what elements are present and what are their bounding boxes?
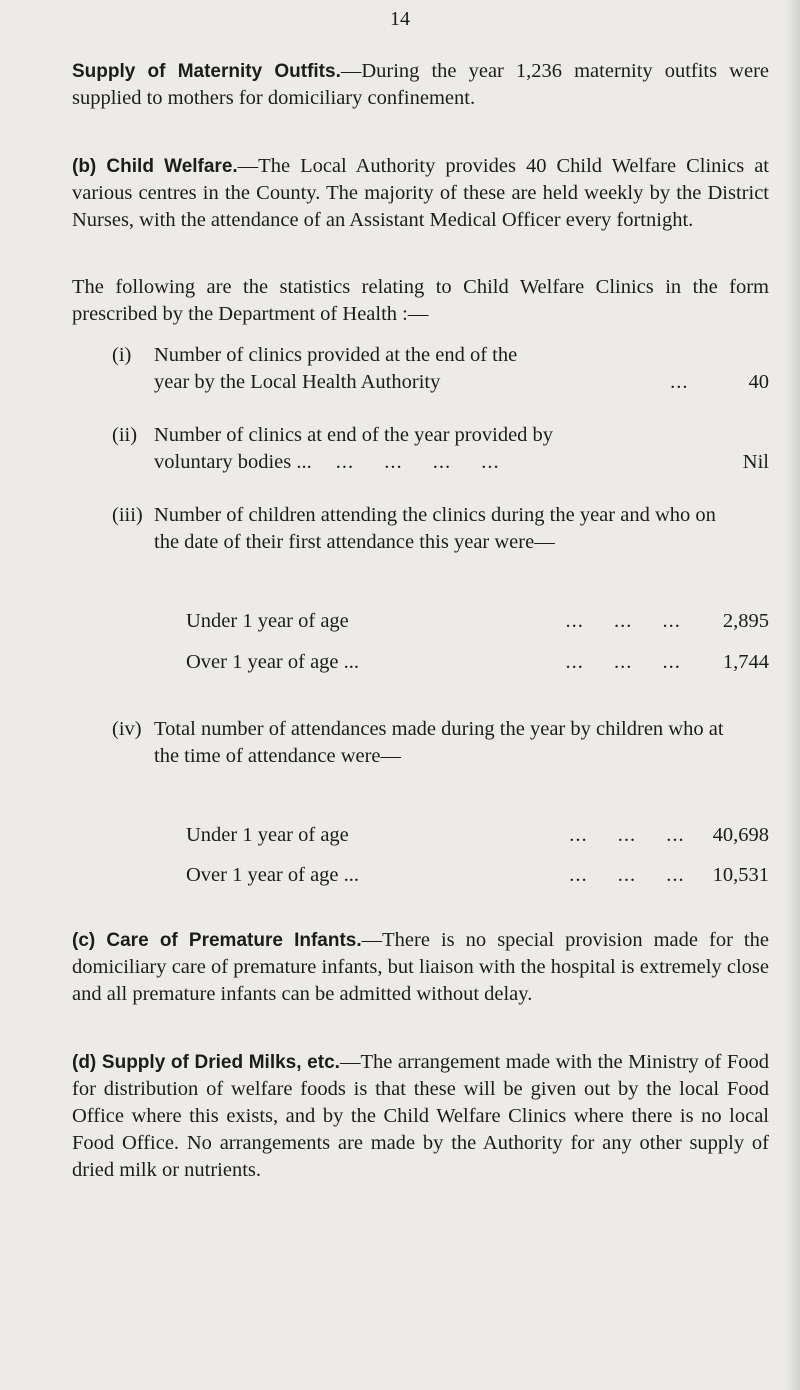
dried-milks-paragraph [72,1049,769,1184]
item-line: Number of clinics at end of the year provided by [154,424,554,446]
item-line: Number of clinics provided at the end of the [154,344,518,366]
stat-item-iv [112,716,769,770]
stat-item-ii [112,422,769,449]
child-welfare-heading: (b) Child Welfare. [72,156,238,177]
maternity-outfits-text: —During the year 1,236 maternity outfits were supplied to mothers for domiciliary confinement. [72,60,769,109]
child-welfare-paragraph [72,153,769,234]
stat-item-iii [112,502,769,556]
item-line: year by the Local Health Authority [154,371,441,393]
row-value: 2,895 [722,610,769,632]
item-number: (ii) [112,424,138,446]
clinics-voluntary-value: Nil [742,451,769,473]
children-over-1-row [186,649,769,676]
page-number: 14 [390,8,410,30]
item-number: (iii) [112,504,143,526]
row-value: 40,698 [712,824,769,846]
attendances-over-1-row [186,862,769,889]
child-welfare-text: —The Local Authority provides 40 Child Welfare Clinics at various centres in the County. The majority of these are held weekly by the District Nurses, with the attendance of an Assistant Medical Officer every fortnight. [72,155,769,231]
row-label: Under 1 year of age [186,824,349,846]
item-text: Number of children attending the clinics during the year and who on the date of their first attendance this year were— [154,504,716,553]
statistics-intro: The following are the statistics relating to Child Welfare Clinics in the form prescribed by the Department of Health :— [72,276,769,325]
attendances-under-1-row [186,822,769,849]
maternity-outfits-paragraph [72,58,769,112]
leader-dots: ... ... ... [565,651,681,673]
row-value: 1,744 [722,651,769,673]
leader-dots: ... ... ... [569,864,685,886]
row-label: Over 1 year of age ... [186,864,360,886]
leader-dots: ... [670,371,689,393]
row-value: 10,531 [712,864,769,886]
page-edge-shadow [786,0,800,1390]
item-text: Total number of attendances made during the year by children who at the time of attendance were— [154,718,724,767]
item-number: (i) [112,344,132,366]
row-label: Over 1 year of age ... [186,651,360,673]
stat-item-i [112,342,769,369]
premature-infants-heading: (c) Care of Premature Infants. [72,930,362,951]
children-under-1-row [186,608,769,635]
premature-infants-text: —There is no special provision made for the domiciliary care of premature infants, but liaison with the hospital is extremely close and all premature infants can be admitted without delay. [72,929,769,1005]
leader-dots: ... ... ... ... [335,451,500,473]
item-line: voluntary bodies ... [154,451,312,473]
leader-dots: ... ... ... [565,610,681,632]
premature-infants-paragraph [72,927,769,1008]
item-number: (iv) [112,718,142,740]
row-label: Under 1 year of age [186,610,349,632]
stat-item-ii-value-row [112,449,769,476]
leader-dots: ... ... ... [569,824,685,846]
dried-milks-heading: (d) Supply of Dried Milks, etc. [72,1052,340,1073]
stat-item-i-value-row [112,369,769,396]
dried-milks-text: —The arrangement made with the Ministry of Food for distribution of welfare foods is that these will be given out by the local Food Office where this exists, and by the Child Welfare Clinics where there is no local Food Office. No arrangements are made by the Authority for any other supply of dried milk or nutrients. [72,1051,770,1181]
clinics-local-authority-value: 40 [748,371,769,393]
maternity-outfits-heading: Supply of Maternity Outfits. [72,61,341,82]
